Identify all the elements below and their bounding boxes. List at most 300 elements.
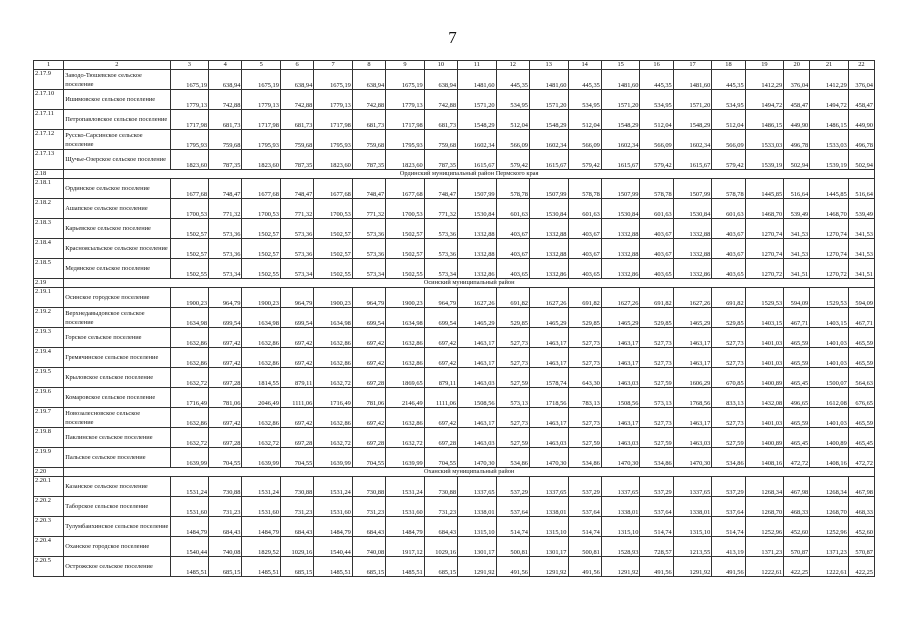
tariff-value: 684,43 xyxy=(209,517,242,537)
tariff-value: 1632,86 xyxy=(314,408,353,428)
row-code: 2.19.3 xyxy=(34,328,64,348)
tariff-value: 759,68 xyxy=(280,130,313,150)
settlement-name: Гремячинское сельское поселение xyxy=(64,348,170,368)
tariff-value: 1502,57 xyxy=(242,239,281,259)
row-code: 2.19.7 xyxy=(34,408,64,428)
tariff-value: 1485,51 xyxy=(242,557,281,577)
tariff-value: 1502,55 xyxy=(386,259,425,279)
tariff-value: 445,35 xyxy=(496,70,529,90)
tariff-value: 1412,29 xyxy=(810,70,849,90)
tariff-value: 465,59 xyxy=(784,348,810,368)
tariff-value: 1291,92 xyxy=(673,557,712,577)
tariff-value: 527,73 xyxy=(712,348,745,368)
tariff-value: 728,57 xyxy=(640,537,673,557)
table-row xyxy=(34,348,875,368)
tariff-value: 1548,29 xyxy=(529,110,568,130)
tariff-value: 527,59 xyxy=(640,368,673,388)
tariff-value: 691,82 xyxy=(496,288,529,308)
tariff-value: 512,04 xyxy=(496,110,529,130)
settlement-name: Пальское сельское поселение xyxy=(64,448,170,468)
tariff-value: 529,85 xyxy=(712,308,745,328)
row-code: 2.18.3 xyxy=(34,219,64,239)
tariff-value: 491,56 xyxy=(640,557,673,577)
tariff-value: 1337,65 xyxy=(601,477,640,497)
column-number-cell: 7 xyxy=(314,61,353,70)
tariff-value: 742,88 xyxy=(209,90,242,110)
tariff-value: 1602,34 xyxy=(458,130,497,150)
tariff-value: 527,59 xyxy=(496,428,529,448)
tariff-value: 1463,17 xyxy=(458,348,497,368)
column-number-cell: 5 xyxy=(242,61,281,70)
tariff-value: 534,95 xyxy=(712,90,745,110)
tariff-value: 1571,20 xyxy=(601,90,640,110)
row-code: 2.20.1 xyxy=(34,477,64,497)
tariff-value: 534,95 xyxy=(640,90,673,110)
row-code: 2.17.9 xyxy=(34,70,64,90)
tariff-value: 1900,23 xyxy=(386,288,425,308)
settlement-name: Осинское городское поселение xyxy=(64,288,170,308)
tariff-value: 1332,88 xyxy=(673,239,712,259)
tariff-value: 1632,86 xyxy=(386,328,425,348)
tariff-value: 1332,88 xyxy=(601,219,640,239)
tariff-value: 1301,17 xyxy=(458,537,497,557)
tariff-value: 1540,44 xyxy=(170,537,209,557)
settlement-name: Заводо-Тюшевское сельское поселение xyxy=(64,70,170,90)
tariff-value: 403,67 xyxy=(568,219,601,239)
tariff-value: 1338,01 xyxy=(529,497,568,517)
tariff-value: 731,23 xyxy=(280,497,313,517)
tariff-value: 1470,30 xyxy=(601,448,640,468)
tariff-value: 573,36 xyxy=(280,219,313,239)
tariff-value: 1677,68 xyxy=(314,179,353,199)
tariff-value: 1401,03 xyxy=(810,328,849,348)
tariff-value: 413,19 xyxy=(712,537,745,557)
table-row xyxy=(34,517,875,537)
tariff-value: 1401,03 xyxy=(810,408,849,428)
tariff-value: 1465,29 xyxy=(458,308,497,328)
tariff-value: 684,43 xyxy=(280,517,313,537)
settlement-name: Ашапское сельское поселение xyxy=(64,199,170,219)
tariff-value: 403,67 xyxy=(640,219,673,239)
tariff-value: 573,34 xyxy=(352,259,385,279)
tariff-value: 1291,92 xyxy=(458,557,497,577)
tariff-value: 704,55 xyxy=(209,448,242,468)
column-number-cell: 15 xyxy=(601,61,640,70)
section-code: 2.18 xyxy=(34,170,64,179)
tariff-value: 697,42 xyxy=(352,408,385,428)
tariff-value: 1634,98 xyxy=(170,308,209,328)
tariff-value: 527,73 xyxy=(640,348,673,368)
tariff-value: 578,78 xyxy=(712,179,745,199)
tariff-value: 573,36 xyxy=(209,219,242,239)
tariff-value: 1222,61 xyxy=(810,557,849,577)
tariff-value: 341,53 xyxy=(784,219,810,239)
tariff-value: 638,94 xyxy=(352,70,385,90)
tariff-value: 1718,56 xyxy=(529,388,568,408)
tariff-value: 1677,68 xyxy=(242,179,281,199)
tariff-value: 1465,29 xyxy=(601,308,640,328)
tariff-value: 529,85 xyxy=(568,308,601,328)
tariff-value: 1337,65 xyxy=(529,477,568,497)
tariff-value: 1632,86 xyxy=(386,408,425,428)
tariff-value: 1481,60 xyxy=(458,70,497,90)
tariff-value: 1639,99 xyxy=(170,448,209,468)
tariff-value: 691,82 xyxy=(568,288,601,308)
tariff-value: 491,56 xyxy=(568,557,601,577)
tariff-value: 681,73 xyxy=(424,110,457,130)
tariff-value: 1268,34 xyxy=(745,477,784,497)
tariff-value: 1463,03 xyxy=(601,368,640,388)
tariff-value: 1445,85 xyxy=(810,179,849,199)
tariff-value: 730,88 xyxy=(424,477,457,497)
tariff-value: 579,42 xyxy=(640,150,673,170)
tariff-value: 527,73 xyxy=(496,408,529,428)
section-title: Осинский муниципальный район xyxy=(64,279,875,288)
tariff-value: 730,88 xyxy=(352,477,385,497)
tariff-value: 740,08 xyxy=(209,537,242,557)
table-row xyxy=(34,557,875,577)
tariff-value: 566,09 xyxy=(496,130,529,150)
row-code: 2.19.4 xyxy=(34,348,64,368)
tariff-value: 496,65 xyxy=(784,388,810,408)
tariff-value: 1675,19 xyxy=(170,70,209,90)
tariff-value: 1716,49 xyxy=(170,388,209,408)
tariff-value: 1531,60 xyxy=(170,497,209,517)
section-row xyxy=(34,468,875,477)
tariff-value: 1502,57 xyxy=(314,219,353,239)
tariff-value: 1463,03 xyxy=(601,428,640,448)
row-code: 2.18.1 xyxy=(34,179,64,199)
settlement-name: Горское сельское поселение xyxy=(64,328,170,348)
tariff-value: 1485,51 xyxy=(314,557,353,577)
tariff-value: 403,67 xyxy=(712,219,745,239)
row-code: 2.17.10 xyxy=(34,90,64,110)
tariff-value: 1371,23 xyxy=(745,537,784,557)
tariff-value: 537,29 xyxy=(712,477,745,497)
tariff-value: 527,73 xyxy=(568,328,601,348)
tariff-value: 1408,16 xyxy=(745,448,784,468)
tariff-value: 527,59 xyxy=(712,428,745,448)
settlement-name: Медянское сельское поселение xyxy=(64,259,170,279)
tariff-value: 1507,99 xyxy=(601,179,640,199)
tariff-value: 1531,60 xyxy=(386,497,425,517)
tariff-value: 539,49 xyxy=(848,199,874,219)
column-number-cell: 22 xyxy=(848,61,874,70)
tariff-value: 1615,67 xyxy=(601,150,640,170)
tariff-value: 697,42 xyxy=(424,408,457,428)
tariff-value: 1632,72 xyxy=(314,368,353,388)
tariff-value: 1484,79 xyxy=(314,517,353,537)
section-title: Оханский муниципальный район xyxy=(64,468,875,477)
tariff-value: 1502,55 xyxy=(170,259,209,279)
tariff-value: 964,79 xyxy=(280,288,313,308)
tariff-value: 573,34 xyxy=(280,259,313,279)
tariff-value: 1540,44 xyxy=(314,537,353,557)
column-number-cell: 20 xyxy=(784,61,810,70)
settlement-name: Щучье-Озерское сельское поселение xyxy=(64,150,170,170)
tariff-value: 1632,72 xyxy=(314,428,353,448)
tariff-value: 527,73 xyxy=(568,348,601,368)
tariff-value: 403,65 xyxy=(496,259,529,279)
settlement-name: Красноясыльское сельское поселение xyxy=(64,239,170,259)
tariff-value: 341,51 xyxy=(848,259,874,279)
row-code: 2.19.6 xyxy=(34,388,64,408)
table-row xyxy=(34,288,875,308)
tariff-value: 496,78 xyxy=(784,130,810,150)
tariff-value: 1675,19 xyxy=(314,70,353,90)
tariff-value: 468,33 xyxy=(848,497,874,517)
tariff-value: 1869,65 xyxy=(386,368,425,388)
tariff-value: 1463,17 xyxy=(673,408,712,428)
tariff-value: 465,59 xyxy=(848,348,874,368)
settlement-name: Ишимовское сельское поселение xyxy=(64,90,170,110)
tariff-value: 1814,55 xyxy=(242,368,281,388)
tariff-value: 601,63 xyxy=(568,199,601,219)
tariff-value: 676,65 xyxy=(848,388,874,408)
tariff-value: 1502,57 xyxy=(386,219,425,239)
row-code: 2.20.4 xyxy=(34,537,64,557)
tariff-value: 771,32 xyxy=(352,199,385,219)
tariff-value: 681,73 xyxy=(209,110,242,130)
tariff-value: 1634,98 xyxy=(242,308,281,328)
tariff-value: 1332,86 xyxy=(601,259,640,279)
tariff-value: 1717,98 xyxy=(170,110,209,130)
tariff-value: 964,79 xyxy=(209,288,242,308)
tariff-value: 512,04 xyxy=(568,110,601,130)
tariff-value: 1615,67 xyxy=(673,150,712,170)
tariff-value: 2046,49 xyxy=(242,388,281,408)
tariff-value: 759,68 xyxy=(424,130,457,150)
tariff-value: 601,63 xyxy=(712,199,745,219)
table-row xyxy=(34,70,875,90)
tariff-value: 502,94 xyxy=(784,150,810,170)
tariff-value: 1615,67 xyxy=(529,150,568,170)
tariff-value: 514,74 xyxy=(568,517,601,537)
tariff-value: 1632,72 xyxy=(170,368,209,388)
tariff-value: 638,94 xyxy=(280,70,313,90)
column-number-cell: 12 xyxy=(496,61,529,70)
tariff-value: 1529,53 xyxy=(810,288,849,308)
tariff-value: 573,36 xyxy=(280,239,313,259)
tariff-value: 1485,51 xyxy=(170,557,209,577)
tariff-value: 1338,01 xyxy=(673,497,712,517)
tariff-value: 1632,72 xyxy=(386,428,425,448)
tariff-value: 516,64 xyxy=(848,179,874,199)
tariff-value: 787,35 xyxy=(352,150,385,170)
tariff-value: 573,36 xyxy=(352,219,385,239)
column-number-cell: 14 xyxy=(568,61,601,70)
tariff-value: 579,42 xyxy=(712,150,745,170)
tariff-value: 681,73 xyxy=(352,110,385,130)
tariff-value: 403,67 xyxy=(712,239,745,259)
tariff-value: 742,88 xyxy=(280,90,313,110)
tariff-value: 502,94 xyxy=(848,150,874,170)
tariff-value: 573,13 xyxy=(496,388,529,408)
tariff-value: 1632,86 xyxy=(314,348,353,368)
tariff-value: 964,79 xyxy=(352,288,385,308)
tariff-value: 1338,01 xyxy=(601,497,640,517)
tariff-value: 468,33 xyxy=(784,497,810,517)
settlement-name: Паклинское сельское поселение xyxy=(64,428,170,448)
tariff-value: 1213,55 xyxy=(673,537,712,557)
tariff-value: 403,67 xyxy=(496,239,529,259)
tariff-value: 1463,17 xyxy=(673,328,712,348)
tariff-value: 472,72 xyxy=(784,448,810,468)
row-code: 2.19.2 xyxy=(34,308,64,328)
tariff-value: 516,64 xyxy=(784,179,810,199)
tariff-value: 1400,89 xyxy=(745,368,784,388)
tariff-value: 465,45 xyxy=(784,428,810,448)
tariff-value: 1408,16 xyxy=(810,448,849,468)
table-row xyxy=(34,368,875,388)
tariff-value: 1401,03 xyxy=(810,348,849,368)
tariff-value: 1481,60 xyxy=(529,70,568,90)
tariff-value: 566,09 xyxy=(640,130,673,150)
tariff-value: 539,49 xyxy=(784,199,810,219)
tariff-value: 833,13 xyxy=(712,388,745,408)
tariff-value: 579,42 xyxy=(568,150,601,170)
tariff-value: 465,59 xyxy=(848,408,874,428)
tariff-value: 1270,74 xyxy=(745,239,784,259)
tariff-value: 1470,30 xyxy=(529,448,568,468)
tariff-value: 445,35 xyxy=(568,70,601,90)
tariff-value: 1337,65 xyxy=(673,477,712,497)
tariff-value: 514,74 xyxy=(640,517,673,537)
tariff-value: 1632,86 xyxy=(170,348,209,368)
tariff-value: 1332,86 xyxy=(673,259,712,279)
tariff-value: 1111,06 xyxy=(424,388,457,408)
tariff-value: 527,59 xyxy=(640,428,673,448)
tariff-value: 491,56 xyxy=(496,557,529,577)
column-number-cell: 9 xyxy=(386,61,425,70)
tariff-value: 1507,99 xyxy=(458,179,497,199)
tariff-value: 1338,01 xyxy=(458,497,497,517)
tariff-value: 1502,57 xyxy=(386,239,425,259)
tariff-value: 1332,88 xyxy=(529,239,568,259)
tariff-value: 1463,17 xyxy=(673,348,712,368)
tariff-value: 452,60 xyxy=(848,517,874,537)
row-code: 2.20.3 xyxy=(34,517,64,537)
tariff-value: 742,88 xyxy=(352,90,385,110)
tariff-value: 1468,70 xyxy=(810,199,849,219)
tariff-value: 1502,55 xyxy=(242,259,281,279)
tariff-value: 452,60 xyxy=(784,517,810,537)
column-number-cell: 11 xyxy=(458,61,497,70)
tariff-value: 573,36 xyxy=(352,239,385,259)
tariff-value: 1531,24 xyxy=(242,477,281,497)
tariff-value: 1270,72 xyxy=(745,259,784,279)
tariff-value: 1823,60 xyxy=(386,150,425,170)
row-code: 2.17.12 xyxy=(34,130,64,150)
tariff-value: 1494,72 xyxy=(810,90,849,110)
tariff-value: 771,32 xyxy=(424,199,457,219)
tariff-value: 573,36 xyxy=(209,239,242,259)
tariff-value: 748,47 xyxy=(280,179,313,199)
tariff-value: 1634,98 xyxy=(386,308,425,328)
tariff-value: 1675,19 xyxy=(386,70,425,90)
column-number-cell: 10 xyxy=(424,61,457,70)
tariff-value: 697,42 xyxy=(280,348,313,368)
tariff-value: 1507,99 xyxy=(673,179,712,199)
tariff-value: 1463,03 xyxy=(458,428,497,448)
tariff-value: 527,73 xyxy=(712,328,745,348)
tariff-value: 1632,86 xyxy=(242,328,281,348)
tariff-value: 742,88 xyxy=(424,90,457,110)
column-number-cell: 4 xyxy=(209,61,242,70)
tariff-value: 449,90 xyxy=(784,110,810,130)
section-code: 2.20 xyxy=(34,468,64,477)
tariff-value: 697,28 xyxy=(424,428,457,448)
tariff-value: 697,28 xyxy=(209,428,242,448)
tariff-value: 1531,60 xyxy=(314,497,353,517)
tariff-value: 1508,56 xyxy=(458,388,497,408)
tariff-value: 1700,53 xyxy=(386,199,425,219)
row-code: 2.18.2 xyxy=(34,199,64,219)
tariff-value: 1795,93 xyxy=(242,130,281,150)
tariff-value: 1602,34 xyxy=(529,130,568,150)
tariff-value: 685,15 xyxy=(424,557,457,577)
tariff-value: 1634,98 xyxy=(314,308,353,328)
tariff-value: 697,42 xyxy=(280,408,313,428)
tariff-value: 1571,20 xyxy=(458,90,497,110)
tariff-value: 691,82 xyxy=(640,288,673,308)
tariff-value: 537,29 xyxy=(568,477,601,497)
row-code: 2.19.1 xyxy=(34,288,64,308)
tariff-value: 1222,61 xyxy=(745,557,784,577)
tariff-value: 1400,89 xyxy=(810,428,849,448)
tariff-value: 341,53 xyxy=(784,239,810,259)
tariff-value: 1639,99 xyxy=(386,448,425,468)
tariff-value: 1463,17 xyxy=(458,408,497,428)
tariff-value: 1481,60 xyxy=(601,70,640,90)
tariff-value: 699,54 xyxy=(352,308,385,328)
tariff-value: 1530,84 xyxy=(601,199,640,219)
column-number-cell: 16 xyxy=(640,61,673,70)
tariff-value: 1677,68 xyxy=(386,179,425,199)
tariff-value: 403,67 xyxy=(568,239,601,259)
tariff-value: 1900,23 xyxy=(170,288,209,308)
table-row xyxy=(34,448,875,468)
tariff-value: 781,06 xyxy=(352,388,385,408)
tariff-value: 341,51 xyxy=(784,259,810,279)
column-number-cell: 8 xyxy=(352,61,385,70)
tariff-value: 403,65 xyxy=(568,259,601,279)
tariff-value: 1717,98 xyxy=(242,110,281,130)
table-row xyxy=(34,259,875,279)
tariff-value: 537,29 xyxy=(640,477,673,497)
tariff-value: 1779,13 xyxy=(386,90,425,110)
tariff-value: 1615,67 xyxy=(458,150,497,170)
tariff-value: 1530,84 xyxy=(673,199,712,219)
tariff-value: 1486,15 xyxy=(810,110,849,130)
tariff-value: 1029,16 xyxy=(424,537,457,557)
tariff-value: 1530,84 xyxy=(529,199,568,219)
tariff-value: 514,74 xyxy=(496,517,529,537)
tariff-value: 670,85 xyxy=(712,368,745,388)
table-row xyxy=(34,537,875,557)
tariff-value: 1716,49 xyxy=(314,388,353,408)
tariff-value: 1315,10 xyxy=(601,517,640,537)
tariff-value: 697,42 xyxy=(352,348,385,368)
section-row xyxy=(34,170,875,179)
tariff-value: 1700,53 xyxy=(314,199,353,219)
tariff-value: 684,43 xyxy=(352,517,385,537)
tariff-value: 594,09 xyxy=(848,288,874,308)
settlement-name: Ординское сельское поселение xyxy=(64,179,170,199)
tariff-value: 1779,13 xyxy=(242,90,281,110)
row-code: 2.18.5 xyxy=(34,259,64,279)
section-title: Ординский муниципальный район Пермского края xyxy=(64,170,875,179)
